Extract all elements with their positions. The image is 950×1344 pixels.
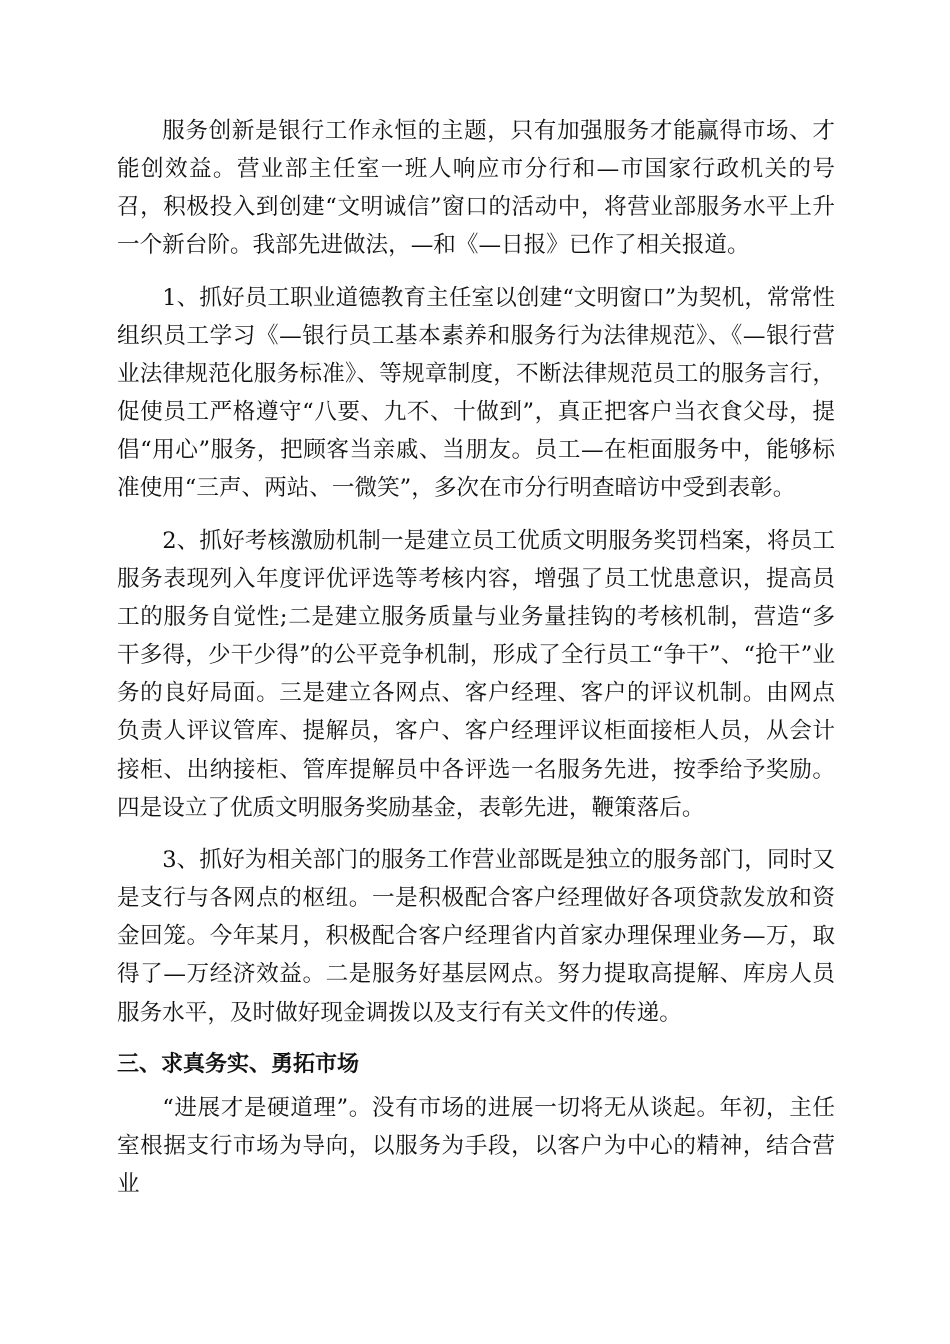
paragraph-section-3-body: “进展才是硬道理”。没有市场的进展一切将无从谈起。年初，主任室根据支行市场为导向，以服务为手段，以客户为中心的精神，结合营业 — [117, 1095, 835, 1198]
paragraph-item-1: 1、抓好员工职业道德教育主任室以创建“文明窗口”为契机，常常性组织员工学习《—银行员工基本素养和服务行为法律规范》、《—银行营业法律规范化服务标准》、等规章制度，不断法律规范员工的服务言行，促使员工严格遵守“八要、九不、十做到”，真正把客户当衣食父母，提倡“用心”服务，把顾客当亲戚、当朋友。员工—在柜面服务中，能够标准使用“三声、两站、一微笑”，多次在市分行明查暗访中受到表彰。 — [117, 284, 835, 502]
paragraph-item-3: 3、抓好为相关部门的服务工作营业部既是独立的服务部门，同时又是支行与各网点的枢纽。一是积极配合客户经理做好各项贷款发放和资金回笼。今年某月，积极配合客户经理省内首家办理保理业务—万，取得了—万经济效益。二是服务好基层网点。努力提取高提解、库房人员服务水平，及时做好现金调拨以及支行有关文件的传递。 — [117, 847, 835, 1026]
paragraph-intro: 服务创新是银行工作永恒的主题，只有加强服务才能赢得市场、才能创效益。营业部主任室一班人响应市分行和—市国家行政机关的号召，积极投入到创建“文明诚信”窗口的活动中，将营业部服务水平上升一个新台阶。我部先进做法，—和《—日报》已作了相关报道。 — [117, 118, 835, 259]
paragraph-item-2: 2、抓好考核激励机制一是建立员工优质文明服务奖罚档案，将员工服务表现列入年度评优评选等考核内容，增强了员工忧患意识，提高员工的服务自觉性;二是建立服务质量与业务量挂钩的考核机制，营造“多干多得，少干少得”的公平竞争机制，形成了全行员工“争干”、“抢干”业务的良好局面。三是建立各网点、客户经理、客户的评议机制。由网点负责人评议管库、提解员，客户、客户经理评议柜面接柜人员，从会计接柜、出纳接柜、管库提解员中各评选一名服务先进，按季给予奖励。四是设立了优质文明服务奖励基金，表彰先进，鞭策落后。 — [117, 527, 835, 821]
document-page — [117, 112, 835, 1218]
section-heading: 三、求真务实、勇拓市场 — [117, 1052, 360, 1078]
